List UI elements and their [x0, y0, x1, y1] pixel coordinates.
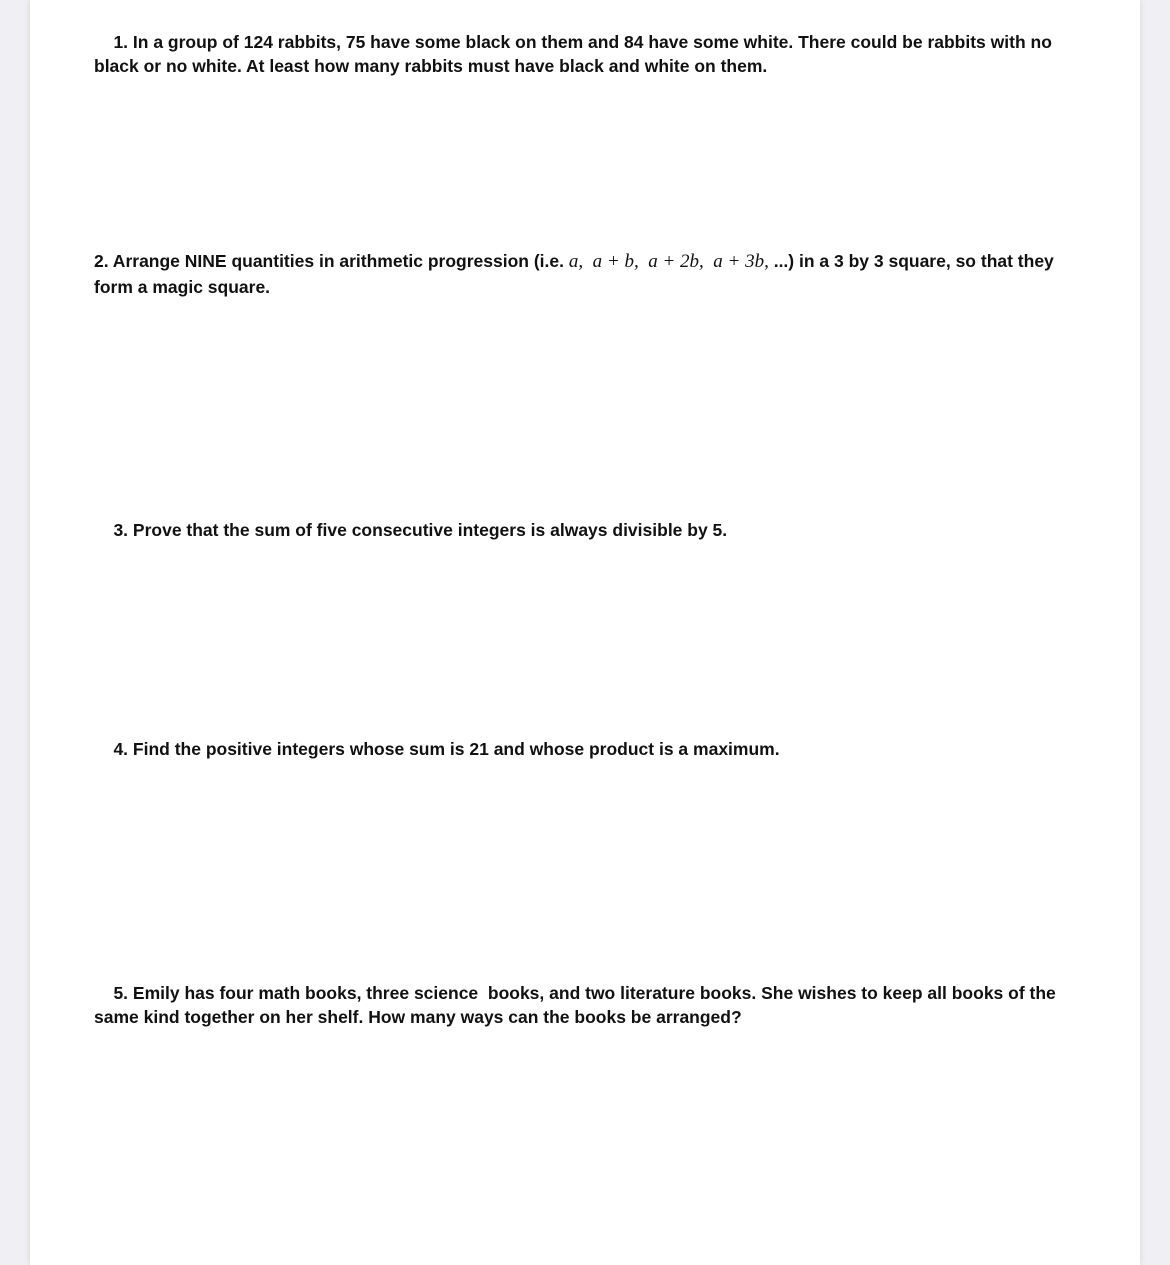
question-3-text: 3. Prove that the sum of five consecutive integers is always divisible by 5. [113, 519, 728, 540]
question-4 [94, 712, 1084, 786]
question-5 [94, 956, 1084, 1054]
question-1-text: 1. In a group of 124 rabbits, 75 have some black on them and 84 have some white. There could be rabbits with no black or no white. At least how many rabbits must have black and white on them. [94, 31, 1057, 76]
question-2-prefix: 2. Arrange NINE quantities in arithmetic progression (i.e. [94, 251, 569, 271]
question-2-math: a, a + b, a + 2b, a + 3b, [568, 251, 769, 272]
question-2-suffix: ...) in a 3 by 3 square, so that they form a magic square. [94, 251, 1059, 297]
question-4-text: 4. Find the positive integers whose sum is 21 and whose product is a maximum. [113, 738, 780, 759]
question-5-text: 5. Emily has four math books, three science books, and two literature books. She wishes to keep all books of the same kind together on her shelf. How many ways can the books be arranged? [94, 982, 1061, 1027]
question-3 [94, 493, 1084, 567]
question-2 [94, 249, 1084, 299]
question-1 [94, 5, 1084, 103]
document-page [30, 0, 1140, 1265]
